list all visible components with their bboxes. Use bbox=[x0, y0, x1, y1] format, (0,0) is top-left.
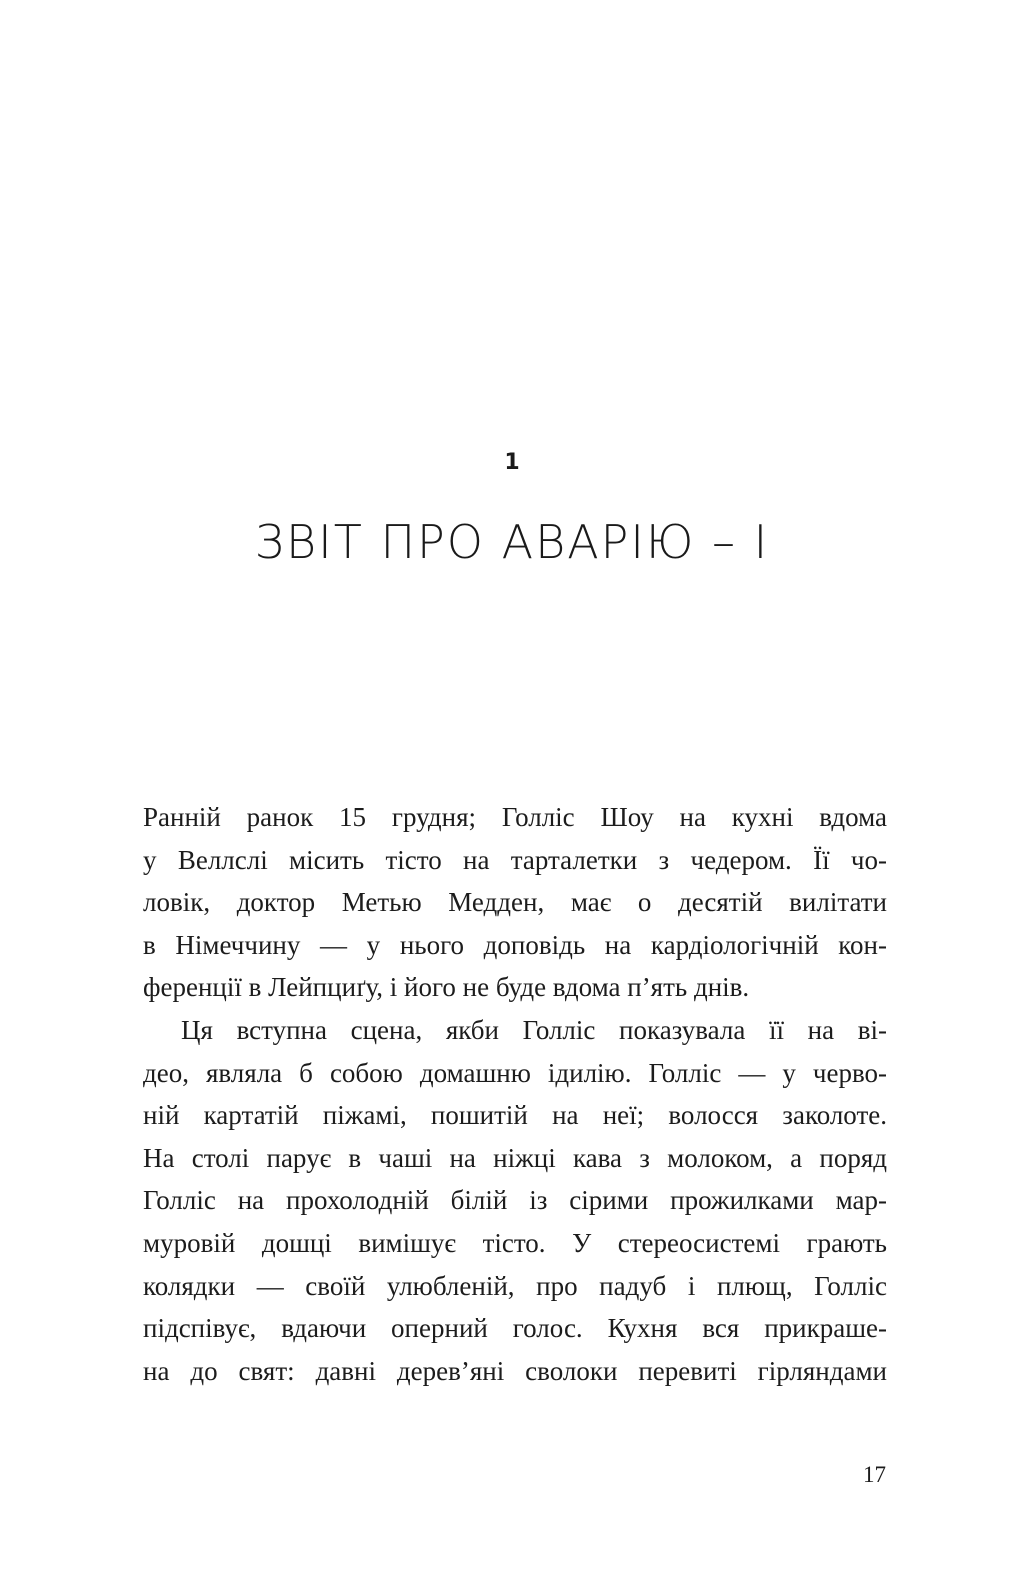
text-line: Ранній ранок 15 грудня; Голліс Шоу на кухні вдома bbox=[143, 802, 887, 832]
page-number: 17 bbox=[863, 1462, 886, 1487]
text-line: муровій дошці вимішує тісто. У стереосистемі грають bbox=[143, 1227, 887, 1258]
text-line: Голліс на прохолодній білій із сірими прожилками мар- bbox=[143, 1185, 887, 1216]
text-line: на до свят: давні дерев’яні сволоки перевиті гірляндами bbox=[143, 1355, 887, 1386]
text-line: підспівує, вдаючи оперний голос. Кухня вся прикраше- bbox=[143, 1313, 887, 1344]
text-line: в Німеччину — у нього доповідь на кардіологічній кон- bbox=[143, 929, 887, 960]
text-line: На столі парує в чаші на ніжці кава з молоком, а поряд bbox=[143, 1142, 887, 1173]
chapter-title: ЗВІТ ПРО АВАРІЮ – І bbox=[254, 515, 770, 569]
text-line: у Веллслі місить тісто на тарталетки з чедером. Її чо- bbox=[143, 844, 887, 875]
body-text bbox=[143, 796, 887, 1392]
text-line: колядки — своїй улюбленій, про падуб і плющ, Голліс bbox=[143, 1270, 887, 1301]
chapter-number: 1 bbox=[504, 450, 520, 475]
text-line: део, являла б собою домашню ідилію. Голліс — у черво- bbox=[143, 1057, 887, 1088]
paragraph-2 bbox=[143, 1009, 887, 1392]
text-line: ференції в Лейпциґу, і його не буде вдома п’ять днів. bbox=[143, 972, 750, 1003]
text-line: ній картатій піжамі, пошитій на неї; волосся заколоте. bbox=[143, 1100, 887, 1131]
text-line: ловік, доктор Метью Медден, має о десятій вилітати bbox=[143, 887, 887, 918]
text-line: Ця вступна сцена, якби Голліс показувала її на ві- bbox=[181, 1014, 887, 1045]
paragraph-1 bbox=[143, 796, 887, 1009]
